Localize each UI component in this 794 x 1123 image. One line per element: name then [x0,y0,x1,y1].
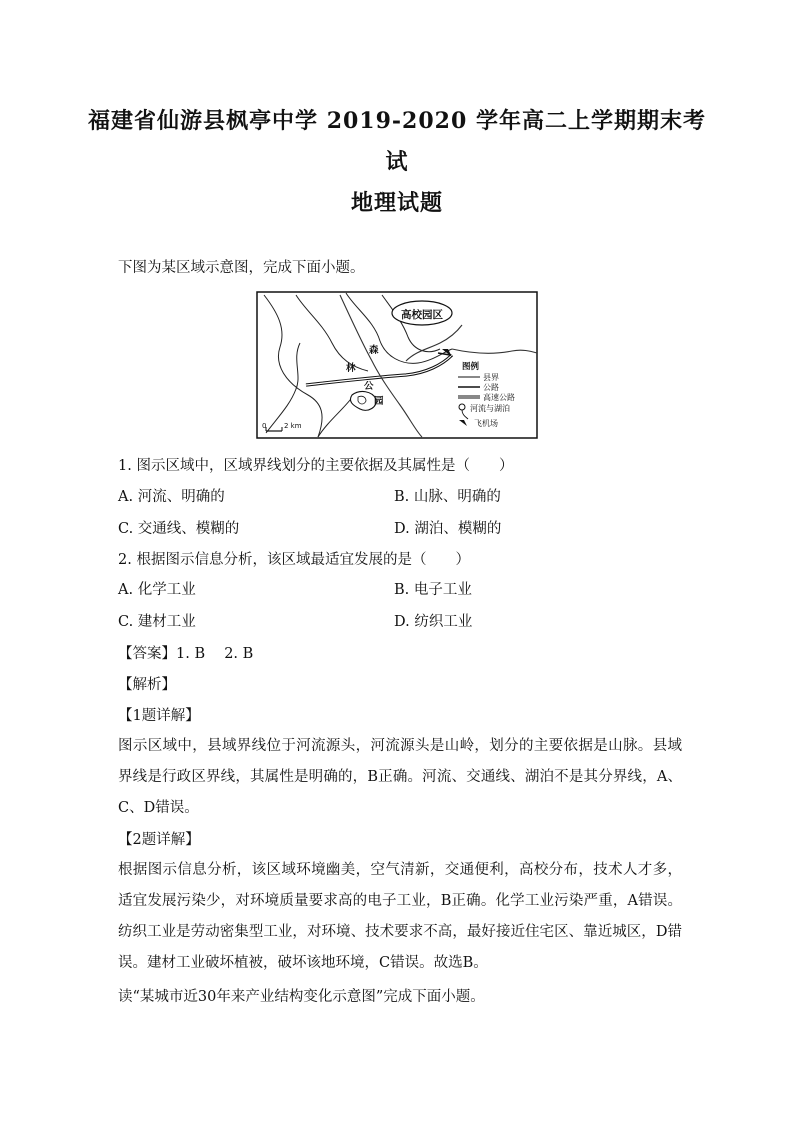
answer-line: 【答案】1. B 2. B [118,646,254,662]
question-2-option-b: B. 电子工业 [394,582,472,598]
legend-title: 图例 [462,362,480,372]
question-1-option-b: B. 山脉、明确的 [394,489,501,505]
question-2-stem: 2. 根据图示信息分析，该区域最适宜发展的是（ ） [118,552,470,568]
park-label-3: 公 [364,381,374,392]
question-1-option-a: A. 河流、明确的 [118,489,225,505]
doc-title-line-1: 福建省仙游县枫亭中学 2019-2020 学年高二上学期期末考 [88,108,706,134]
doc-subtitle: 地理试题 [350,190,443,216]
detail-2-heading: 【2题详解】 [118,832,200,848]
legend-item-airport: 飞机场 [474,419,498,428]
next-section-intro: 读“某城市近30年来产业结构变化示意图”完成下面小题。 [118,989,485,1005]
scale-end: 2 km [284,422,302,430]
legend-item-water: 河流与湖泊 [470,404,510,413]
detail-1-heading: 【1题详解】 [118,708,200,724]
question-2-option-a: A. 化学工业 [118,582,196,598]
detail-1-text: 图示区域中，县域界线位于河流源头，河流源头是山岭，划分的主要依据是山脉。县域界线是行政区界线，其属性是明确的，B正确。河流、交通线、湖泊不是其分界线，A、C、D错误。 [118,738,682,816]
analysis-heading: 【解析】 [118,677,176,693]
intro-text: 下图为某区域示意图，完成下面小题。 [118,260,365,276]
campus-label: 高校园区 [401,309,443,321]
legend-item-road: 公路 [483,383,499,392]
question-1-option-c: C. 交通线、模糊的 [118,521,240,537]
detail-2-text: 根据图示信息分析，该区域环境幽美，空气清新，交通便利，高校分布，技术人才多，适宜发展污染少，对环境质量要求高的电子工业，B正确。化学工业污染严重，A错误。纺织工业是劳动密集型工业，对环境、技术要求不高，最好接近住宅区、靠近城区，D错误。建材工业破坏植被，破坏该地环境，C错误。故选B。 [118,862,682,971]
question-1-stem: 1. 图示区域中，区域界线划分的主要依据及其属性是（ ） [118,458,514,474]
legend-item-county: 县界 [483,373,499,382]
question-2-option-c: C. 建材工业 [118,614,196,630]
legend-lake-symbol [459,404,465,410]
doc-title-line-2: 试 [385,149,409,175]
scale-start: 0 [262,422,267,430]
park-label-4: 园 [374,396,384,407]
park-label-2: 林 [346,363,356,374]
park-label-1: 森 [369,345,379,356]
question-2-option-d: D. 纺织工业 [394,614,473,630]
region-map-figure [256,291,538,439]
question-1-option-d: D. 湖泊、模糊的 [394,521,502,537]
legend-item-highway: 高速公路 [483,393,515,402]
